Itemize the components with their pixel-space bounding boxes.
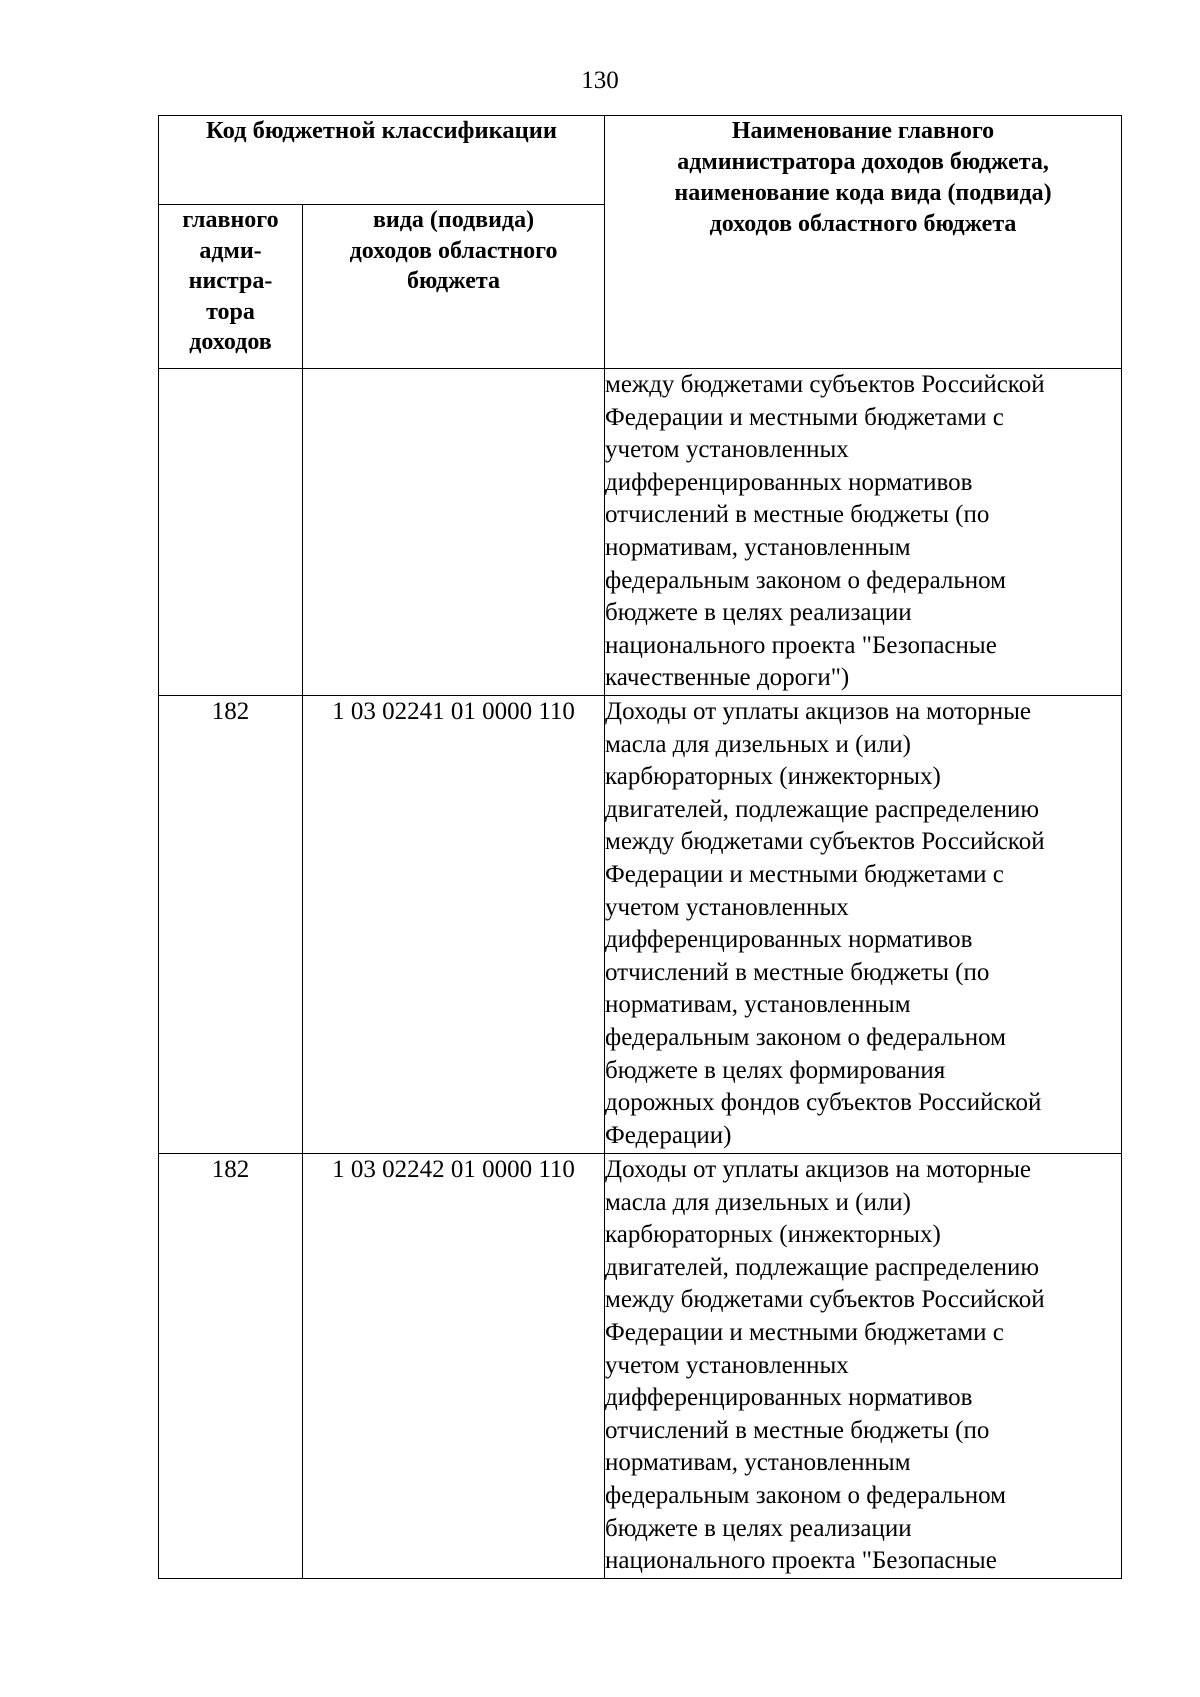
description-line: учетом установленных [605, 436, 849, 464]
description-line: Доходы от уплаты акцизов на моторные [605, 698, 1032, 725]
header-name-column [605, 116, 1122, 369]
header-admin-line: главного [182, 207, 279, 233]
description-line: Федерации и местными бюджетами с [605, 1318, 1004, 1346]
description-line: дорожных фондов субъектов Российской [605, 1089, 1042, 1117]
description-line: учетом установленных [605, 893, 849, 921]
description-line: Доходы от уплаты акцизов на моторные [605, 1156, 1032, 1183]
description-line: национального проекта "Безопасные [605, 631, 997, 659]
description-line: Федерации и местными бюджетами с [605, 403, 1004, 431]
header-name-line: администратора доходов бюджета, [677, 149, 1049, 175]
table-row [159, 1154, 1122, 1579]
description-line: дифференцированных нормативов [605, 468, 973, 496]
admin-code-cell [159, 369, 303, 696]
header-name-line: доходов областного бюджета [709, 211, 1017, 237]
table-row [159, 696, 1122, 1154]
description-line: нормативам, установленным [605, 1449, 911, 1477]
header-admin-line: тора [206, 298, 255, 325]
header-code-line: вида (подвида) [372, 207, 535, 233]
description-line: дифференцированных нормативов [605, 926, 973, 954]
description-line: Федерации) [605, 1121, 732, 1149]
description-line: отчислений в местные бюджеты (по [605, 501, 990, 529]
description-line: дифференцированных нормативов [605, 1384, 973, 1412]
admin-code-cell: 182 [159, 696, 303, 1154]
description-line: национального проекта "Безопасные [605, 1547, 997, 1575]
income-code-cell [303, 369, 605, 696]
description-line: федеральным законом о федеральном [605, 1481, 1007, 1509]
description-line: масла для дизельных и (или) [605, 1188, 912, 1216]
description-line: бюджете в целях реализации [605, 599, 912, 627]
description-line: Федерации и местными бюджетами с [605, 860, 1004, 888]
header-code-line: доходов областного [349, 237, 558, 264]
income-description-cell [605, 369, 1122, 696]
description-line: между бюджетами субъектов Российской [605, 371, 1045, 398]
header-budget-classification-code: Код бюджетной классификации [159, 116, 605, 205]
budget-classification-table [158, 115, 1122, 1579]
description-line: масла для дизельных и (или) [605, 730, 912, 758]
description-line: карбюраторных (инжекторных) [605, 1221, 941, 1249]
header-admin-line: доходов [189, 329, 272, 355]
description-line: бюджете в целях формирования [605, 1056, 946, 1084]
description-line: бюджете в целях реализации [605, 1514, 912, 1542]
header-admin-column [159, 205, 303, 369]
description-line: качественные дороги") [605, 664, 850, 692]
description-line: нормативам, установленным [605, 533, 911, 561]
header-row-top [159, 116, 1122, 205]
header-name-line: Наименование главного [731, 118, 995, 144]
description-line: между бюджетами субъектов Российской [605, 828, 1045, 856]
header-name-line: наименование кода вида (подвида) [674, 180, 1052, 206]
description-line: учетом установленных [605, 1351, 849, 1379]
income-code-cell: 1 03 02242 01 0000 110 [303, 1154, 605, 1579]
description-line: карбюраторных (инжекторных) [605, 763, 941, 791]
income-description-cell [605, 696, 1122, 1154]
income-description-cell [605, 1154, 1122, 1579]
description-line: двигателей, подлежащие распределению [605, 1253, 1040, 1281]
description-line: отчислений в местные бюджеты (по [605, 1416, 990, 1444]
header-admin-line: нистра- [188, 268, 273, 294]
description-line: федеральным законом о федеральном [605, 566, 1007, 594]
table-row [159, 369, 1122, 696]
header-admin-line: адми- [199, 237, 262, 264]
description-line: федеральным законом о федеральном [605, 1023, 1007, 1051]
income-code-cell: 1 03 02241 01 0000 110 [303, 696, 605, 1154]
description-line: нормативам, установленным [605, 991, 911, 1019]
header-code-line: бюджета [407, 268, 500, 294]
header-code-column [303, 205, 605, 369]
page-number: 130 [581, 67, 619, 94]
description-line: отчислений в местные бюджеты (по [605, 958, 990, 986]
description-line: двигателей, подлежащие распределению [605, 795, 1040, 823]
description-line: между бюджетами субъектов Российской [605, 1286, 1045, 1314]
admin-code-cell: 182 [159, 1154, 303, 1579]
